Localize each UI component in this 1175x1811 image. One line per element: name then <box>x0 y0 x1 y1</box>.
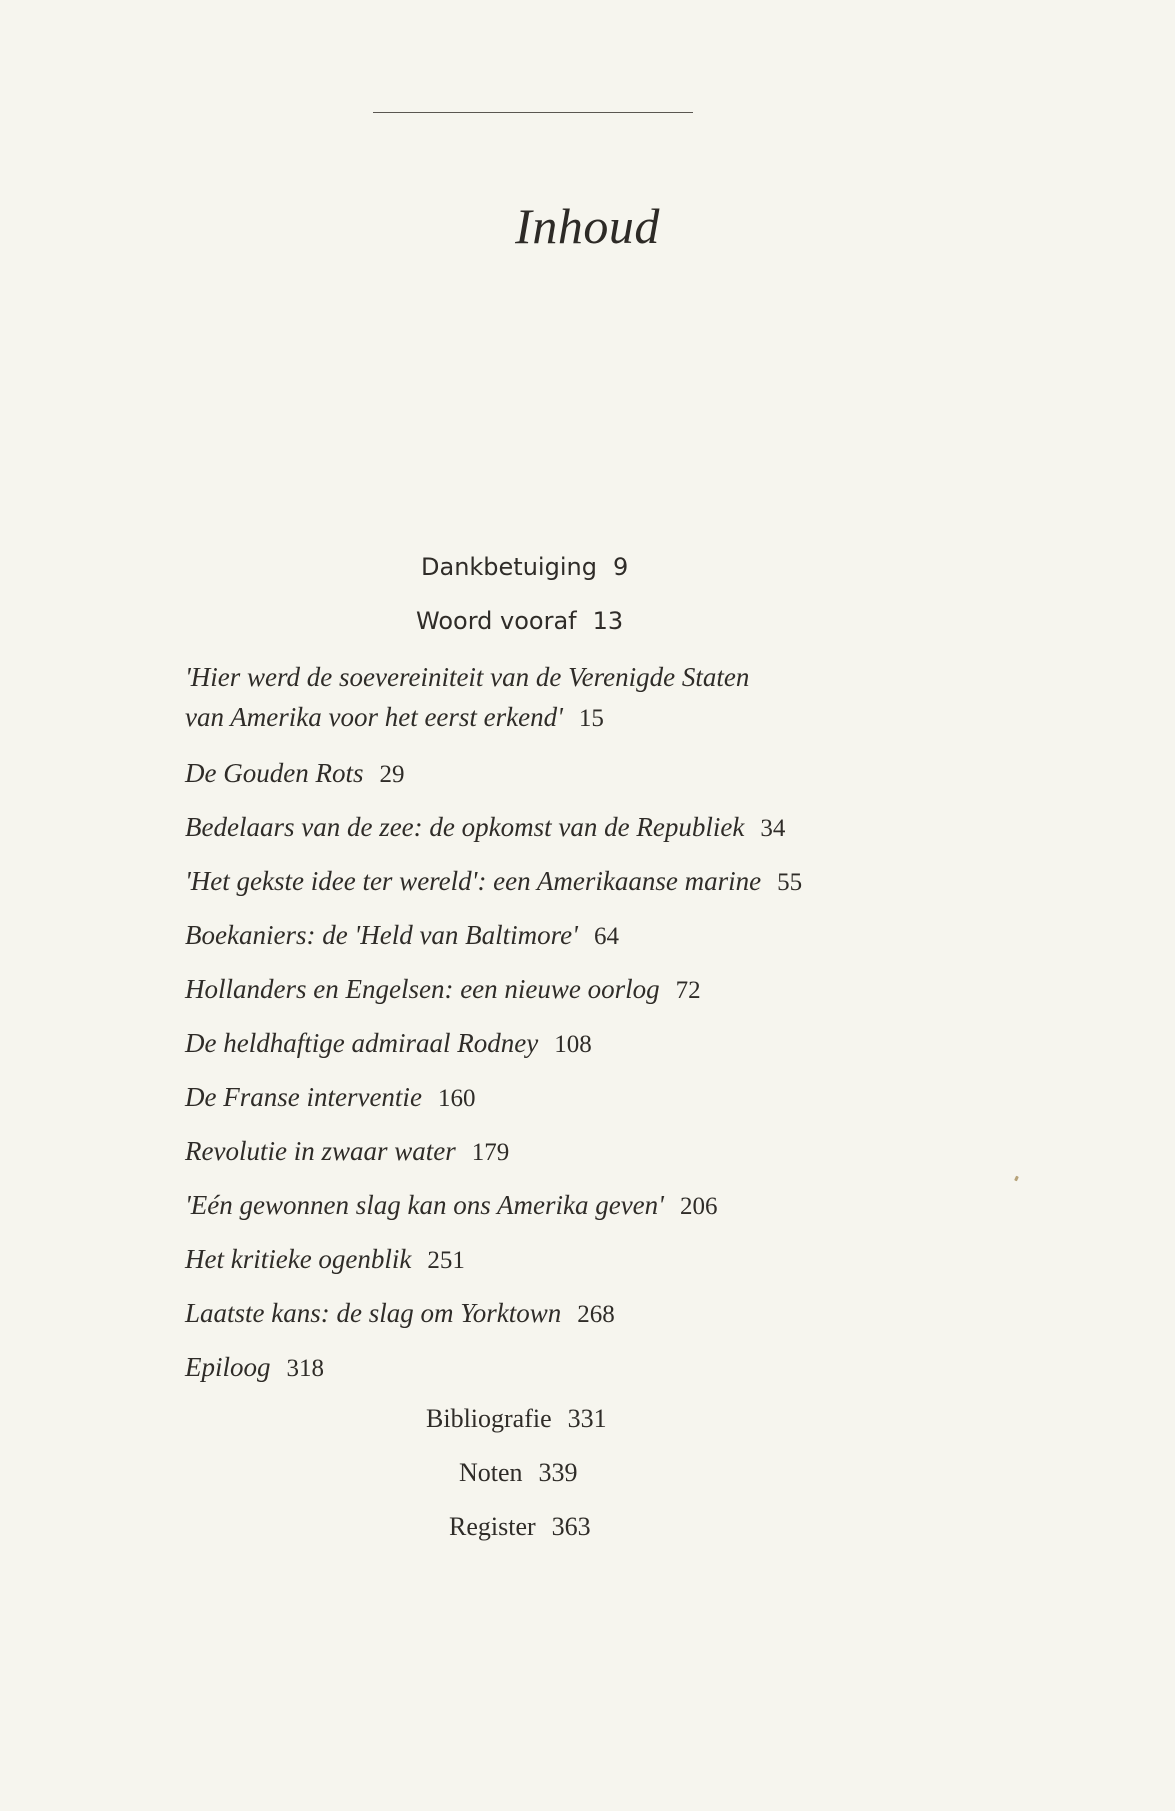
toc-entry-soevereiniteit-line2 <box>185 700 604 736</box>
toc-page: 179 <box>471 1139 510 1166</box>
toc-label: 'Eén gewonnen slag kan ons Amerika geven' <box>185 1190 664 1220</box>
toc-page: 331 <box>567 1404 607 1433</box>
toc-label: van Amerika voor het eerst erkend' <box>185 702 563 732</box>
toc-label: Bibliografie <box>426 1404 552 1433</box>
toc-page: 13 <box>592 607 624 635</box>
toc-entry-bedelaars <box>185 810 785 846</box>
toc-entry-rodney <box>185 1026 592 1062</box>
toc-label: De Franse interventie <box>185 1082 422 1112</box>
toc-entry-epiloog <box>185 1350 324 1386</box>
toc-page: 206 <box>679 1193 718 1220</box>
toc-entry-register <box>449 1510 591 1544</box>
toc-label: Register <box>449 1512 536 1541</box>
toc-entry-laatste-kans <box>185 1296 615 1332</box>
toc-entry-soevereiniteit-line1 <box>185 660 749 694</box>
toc-label: De heldhaftige admiraal Rodney <box>185 1028 539 1058</box>
page-title: Inhoud <box>515 198 660 254</box>
toc-label: Laatste kans: de slag om Yorktown <box>185 1298 562 1328</box>
toc-page: 15 <box>578 705 604 732</box>
toc-page: 268 <box>577 1301 615 1328</box>
toc-entry-boekaniers <box>185 918 619 954</box>
toc-label: Noten <box>459 1458 523 1487</box>
toc-entry-gouden-rots <box>185 756 404 792</box>
toc-label: Het kritieke ogenblik <box>185 1244 412 1274</box>
toc-entry-dankbetuiging <box>421 550 628 584</box>
toc-label: Woord vooraf <box>416 607 577 635</box>
toc-page: 29 <box>379 761 405 788</box>
toc-label: Bedelaars van de zee: de opkomst van de Republiek <box>185 812 745 842</box>
toc-page: 108 <box>554 1031 592 1058</box>
toc-entry-kritieke-ogenblik <box>185 1242 465 1278</box>
toc-entry-woord-vooraf <box>416 604 623 638</box>
paper-speck <box>1014 1176 1019 1182</box>
toc-page: 55 <box>777 869 803 896</box>
toc-entry-franse-interventie <box>185 1080 475 1116</box>
toc-entry-bibliografie <box>426 1402 607 1436</box>
toc-label: 'Hier werd de soevereiniteit van de Verenigde Staten <box>185 662 750 692</box>
toc-label: Epiloog <box>185 1352 271 1382</box>
top-rule <box>373 112 693 113</box>
toc-entry-revolutie <box>185 1134 509 1170</box>
toc-page: 160 <box>437 1085 476 1112</box>
toc-entry-gekste-idee <box>185 864 802 900</box>
toc-entry-een-gewonnen-slag <box>185 1188 717 1224</box>
toc-entry-noten <box>459 1456 578 1490</box>
toc-entry-hollanders <box>185 972 701 1008</box>
toc-page: 64 <box>593 923 619 950</box>
toc-label: De Gouden Rots <box>185 758 364 788</box>
toc-page: 363 <box>551 1512 591 1541</box>
toc-page: 72 <box>675 977 701 1004</box>
toc-page: 9 <box>612 553 629 581</box>
toc-label: Hollanders en Engelsen: een nieuwe oorlog <box>185 974 660 1004</box>
toc-page: 34 <box>760 815 786 842</box>
toc-label: Revolutie in zwaar water <box>185 1136 456 1166</box>
toc-page: 251 <box>427 1247 465 1274</box>
toc-page: 339 <box>538 1458 578 1487</box>
toc-label: Dankbetuiging <box>421 553 597 581</box>
toc-label: 'Het gekste idee ter wereld': een Amerikaanse marine <box>185 866 762 896</box>
toc-label: Boekaniers: de 'Held van Baltimore' <box>185 920 578 950</box>
toc-page: 318 <box>286 1355 324 1382</box>
